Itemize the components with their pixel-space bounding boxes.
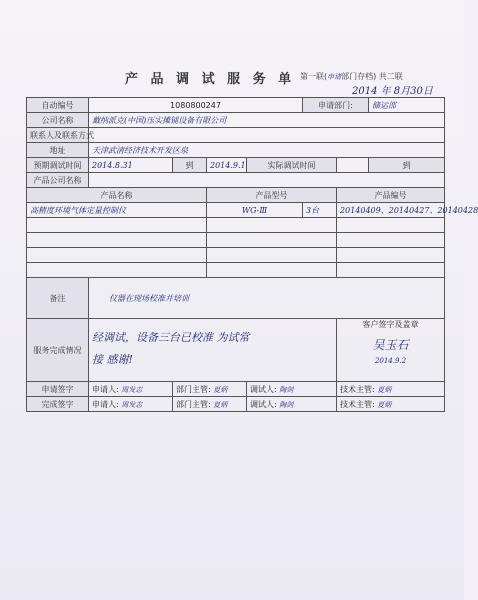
product-model-cell <box>207 248 337 263</box>
manager-label: 部门主管: <box>176 384 211 394</box>
product-company-value <box>89 173 445 188</box>
debugger-signature: 陶剑 <box>279 385 294 394</box>
product-row <box>27 233 445 248</box>
sign-row-apply <box>27 382 445 397</box>
copy-note-handwritten: 申请 <box>327 73 342 81</box>
row-time <box>27 158 445 173</box>
products-header-row <box>27 188 445 203</box>
applicant-dept-value: 储运部 <box>369 98 445 113</box>
planned-time-to: 2014.9.1 <box>207 158 247 173</box>
apply-manager-cell <box>173 382 247 397</box>
applicant-signature: 周发志 <box>121 385 143 394</box>
manager-signature: 夏炳 <box>213 400 228 409</box>
row-contact <box>27 128 445 143</box>
company-value: 戴纳派克(中国)压实摊铺设备有限公司 <box>89 113 445 128</box>
planned-time-from: 2014.8.31 <box>89 158 173 173</box>
notes-label: 备注 <box>27 278 89 319</box>
apply-applicant-cell <box>89 382 173 397</box>
planned-to-label: 到 <box>173 158 207 173</box>
complete-applicant-cell <box>89 397 173 412</box>
customer-sign-date: 2014.9.2 <box>374 357 407 365</box>
copy-note <box>300 71 403 82</box>
product-row <box>27 203 445 218</box>
product-row <box>27 248 445 263</box>
product-serial-cell: 20140409、20140427、20140428 <box>337 203 445 218</box>
row-company <box>27 113 445 128</box>
customer-sign-label: 客户签字及盖章 <box>362 320 419 329</box>
manager-label: 部门主管: <box>176 399 211 409</box>
address-value: 天津武清经济技术开发区泉 <box>89 143 445 158</box>
contact-label: 联系人及联系方式 <box>27 128 89 143</box>
product-serial-cell <box>337 233 445 248</box>
complete-manager-cell <box>173 397 247 412</box>
debugger-signature: 陶剑 <box>279 400 294 409</box>
handwritten-date: 2014 年 8月30日 <box>352 86 433 97</box>
product-name-cell <box>27 233 207 248</box>
product-name-cell <box>27 218 207 233</box>
debugger-label: 调试人: <box>250 399 277 409</box>
product-name-cell <box>27 263 207 278</box>
apply-tech-cell <box>337 382 445 397</box>
row-notes <box>27 278 445 319</box>
customer-sign-cell <box>337 319 445 382</box>
applicant-label: 申请人: <box>92 384 119 394</box>
complete-debugger-cell <box>247 397 337 412</box>
completion-value <box>89 319 337 382</box>
auto-no-value: 1080800247 <box>89 98 303 113</box>
form-title: 产 品 调 试 服 务 单 <box>125 72 296 87</box>
completion-label: 服务完成情况 <box>27 319 89 382</box>
row-completion <box>27 319 445 382</box>
tech-label: 技术主管: <box>340 384 375 394</box>
tech-signature: 夏炳 <box>377 385 392 394</box>
customer-signature: 吴玉石 <box>372 338 409 352</box>
copy-note-prefix: 第一联( <box>300 72 328 81</box>
product-row <box>27 263 445 278</box>
product-name-header: 产品名称 <box>27 188 207 203</box>
auto-no-label: 自动编号 <box>27 98 89 113</box>
applicant-signature: 周发志 <box>121 400 143 409</box>
actual-time-label: 实际调试时间 <box>247 158 337 173</box>
complete-sign-label: 完成签字 <box>27 397 89 412</box>
product-qty-cell: 3台 <box>303 203 337 218</box>
contact-value <box>89 128 445 143</box>
actual-to-label: 到 <box>369 158 445 173</box>
complete-tech-cell <box>337 397 445 412</box>
product-name-cell: 高精度环境气体定量控制仪 <box>27 203 207 218</box>
service-form-table <box>26 97 478 412</box>
product-model-cell: WG-Ⅲ <box>207 203 303 218</box>
copy-note-suffix: 部门存档) 共二联 <box>341 72 403 81</box>
product-serial-cell <box>337 218 445 233</box>
apply-sign-label: 申请签字 <box>27 382 89 397</box>
applicant-label: 申请人: <box>92 399 119 409</box>
planned-time-label: 预期调试时间 <box>27 158 89 173</box>
product-company-label: 产品公司名称 <box>27 173 89 188</box>
company-label: 公司名称 <box>27 113 89 128</box>
apply-debugger-cell <box>247 382 337 397</box>
tech-signature: 夏炳 <box>377 400 392 409</box>
address-label: 地址 <box>27 143 89 158</box>
debugger-label: 调试人: <box>250 384 277 394</box>
product-model-cell <box>207 218 337 233</box>
product-row <box>27 218 445 233</box>
actual-time-value <box>337 158 369 173</box>
product-model-header: 产品型号 <box>207 188 337 203</box>
completion-line-2: 接 感谢! <box>92 353 133 366</box>
product-model-cell <box>207 263 337 278</box>
product-serial-header: 产品编号 <box>337 188 445 203</box>
product-model-cell <box>207 233 337 248</box>
manager-signature: 夏炳 <box>213 385 228 394</box>
row-address <box>27 143 445 158</box>
applicant-dept-label: 申请部门: <box>303 98 369 113</box>
row-auto-no <box>27 98 445 113</box>
tech-label: 技术主管: <box>340 399 375 409</box>
product-serial-cell <box>337 248 445 263</box>
product-serial-cell <box>337 263 445 278</box>
completion-line-1: 经调试，设备三台已校准 为试常 <box>92 331 250 344</box>
row-product-company <box>27 173 445 188</box>
sign-row-complete <box>27 397 445 412</box>
product-name-cell <box>27 248 207 263</box>
notes-value: 仪器在现场校准并培训 <box>89 278 445 319</box>
